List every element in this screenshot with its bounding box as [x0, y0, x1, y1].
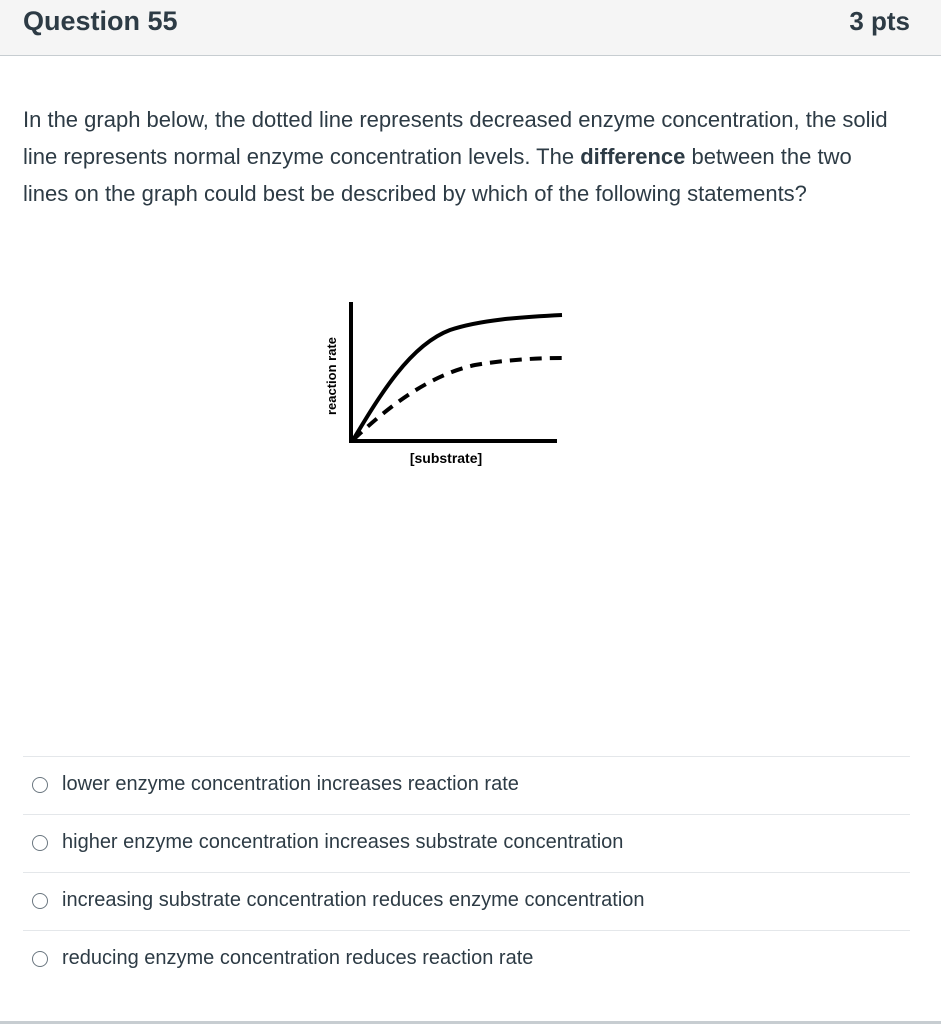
radio-button[interactable] — [32, 777, 48, 793]
prompt-text-after: between the two lines on the graph could best be described by which of the following statements? — [23, 144, 852, 206]
answer-label[interactable]: higher enzyme concentration increases substrate concentration — [62, 831, 624, 853]
radio-button[interactable] — [32, 951, 48, 967]
question-header — [0, 0, 941, 56]
answer-option-3[interactable] — [23, 872, 910, 930]
solid-curve-normal — [353, 315, 562, 440]
answer-option-4[interactable] — [23, 930, 910, 988]
radio-button[interactable] — [32, 835, 48, 851]
graph-xlabel: [substrate] — [409, 450, 483, 466]
prompt-emphasis: difference — [580, 144, 686, 169]
prompt-text-before: In the graph below, the dotted line represents decreased enzyme concentration, the solid line represents normal enzyme concentration levels. The — [23, 107, 888, 169]
answer-label[interactable]: lower enzyme concentration increases reaction rate — [62, 773, 519, 795]
graph-ylabel: reaction rate — [324, 336, 339, 416]
dashed-curve-decreased — [353, 358, 562, 440]
question-title: Question 55 — [23, 6, 178, 36]
enzyme-graph-image — [300, 290, 580, 480]
question-points: 3 pts — [849, 6, 910, 36]
answer-label[interactable]: reducing enzyme concentration reduces reaction rate — [62, 947, 534, 969]
answer-option-1[interactable] — [23, 756, 910, 814]
question-prompt — [23, 101, 903, 212]
answer-label[interactable]: increasing substrate concentration reduces enzyme concentration — [62, 889, 645, 911]
radio-button[interactable] — [32, 893, 48, 909]
answer-list — [23, 756, 910, 988]
answer-option-2[interactable] — [23, 814, 910, 872]
